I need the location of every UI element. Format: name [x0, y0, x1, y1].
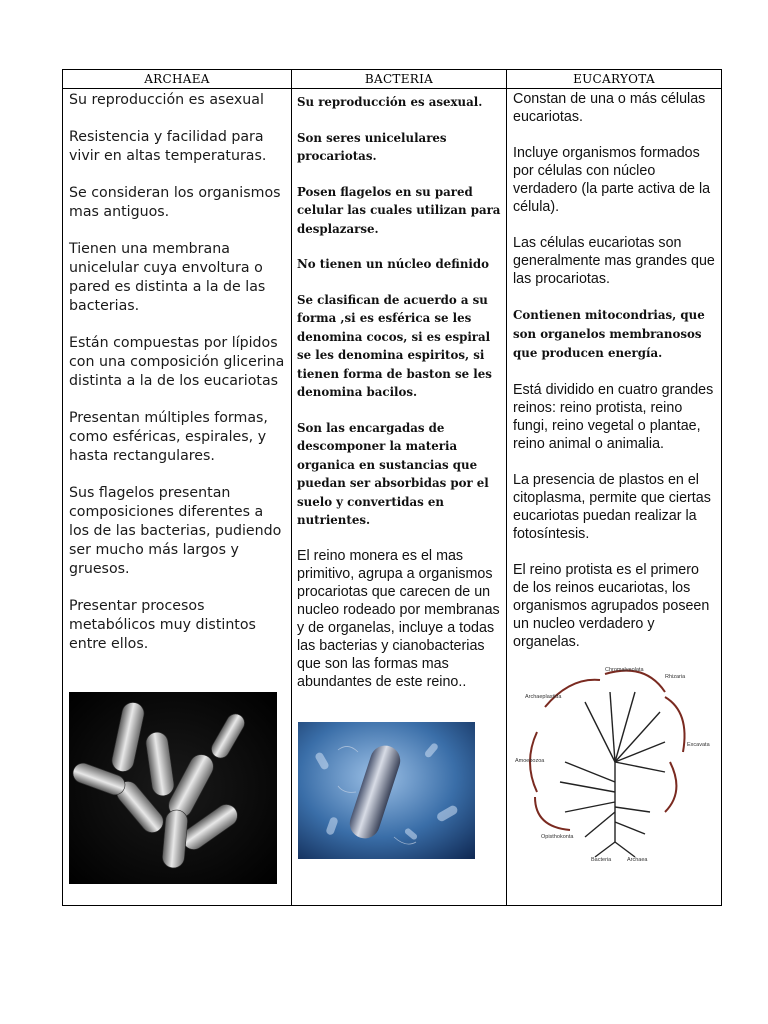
bacteria-point: Se clasifican de acuerdo a su forma ,si es esférica se les denomina cocos, si es espiral se les denomina espiritos, si tienen forma de baston se les denomina bacilos. [297, 292, 492, 399]
archaea-point: Se consideran los organismos mas antiguos. [69, 185, 281, 220]
bacteria-point: Posen flagelos en su pared celular las cuales utilizan para desplazarse. [297, 184, 501, 236]
tree-arc [605, 671, 665, 692]
archaea-point: Presentar procesos metabólicos muy distintos entre ellos. [69, 598, 256, 652]
phylogenetic-tree-diagram [515, 662, 715, 862]
header-row [63, 70, 722, 89]
bacteria-point: No tienen un núcleo definido [297, 257, 490, 271]
comparison-table [62, 69, 722, 906]
bacteria-point: Son las encargadas de descomponer la materia organica en sustancias que puedan ser absorbidas por el suelo y convertidas en nutrientes. [297, 420, 489, 527]
eucaryota-point: Constan de una o más células eucariotas. [513, 91, 706, 125]
eucaryota-point: Está dividido en cuatro grandes reinos: reino protista, reino fungi, reino vegetal o plantae, reino animal o animalia. [513, 382, 714, 452]
archaea-point: Resistencia y facilidad para vivir en altas temperaturas. [69, 129, 267, 164]
tree-label-archaeplastida: Archaeplastida [525, 694, 562, 700]
archaea-point: Sus flagelos presentan composiciones diferentes a los de las bacterias, pudiendo ser mucho más largos y gruesos. [69, 485, 282, 577]
bacteria-illustration-image [298, 722, 475, 859]
eucaryota-point: La presencia de plastos en el citoplasma, permite que ciertas eucariotas puedan realizar la fotosíntesis. [513, 472, 711, 542]
bacteria-point: Su reproducción es asexual. [297, 95, 483, 109]
tree-label-chromalveolata: Chromalveolata [605, 667, 644, 673]
eucaryota-point: Las células eucariotas son generalmente mas grandes que las procariotas. [513, 235, 715, 287]
archaea-point: Están compuestas por lípidos con una composición glicerina distinta a la de los eucariotas [69, 335, 285, 389]
tree-arc [665, 762, 676, 812]
archaea-micrograph-image [69, 692, 277, 884]
bacteria-point: Son seres unicelulares procariotas. [297, 130, 447, 163]
tree-label-excavata: Excavata [687, 742, 710, 748]
tree-label-bacteria: Bacteria [591, 857, 612, 862]
bacteria-cell [292, 89, 507, 906]
header-bacteria: BACTERIA [292, 70, 507, 89]
eucaryota-point: Contienen mitocondrias, que son organelos membranosos que producen energía. [513, 308, 705, 360]
eucaryota-point: Incluye organismos formados por células con núcleo verdadero (la parte activa de la célula). [513, 145, 711, 215]
tree-label-rhizaria: Rhizaria [665, 674, 686, 680]
eucaryota-cell [507, 89, 722, 906]
tree-arc [535, 797, 570, 830]
bacteria-point: El reino monera es el mas primitivo, agrupa a organismos procariotas que carecen de un nucleo rodeado por membranas y de organelas, incluye a todas las bacterias y cianobacterias que son las formas mas abundantes de este reino.. [297, 547, 500, 690]
content-row [63, 89, 722, 906]
archaea-point: Tienen una membrana unicelular cuya envoltura o pared es distinta a la de las bacterias. [69, 241, 266, 314]
eucaryota-point: El reino protista es el primero de los reinos eucariotas, los organismos agrupados poseen un nucleo verdadero y organelas. [513, 562, 710, 650]
header-eucaryota: EUCARYOTA [507, 70, 722, 89]
archaea-point: Su reproducción es asexual [69, 92, 264, 108]
tree-label-opisthokonta: Opisthokonta [541, 834, 574, 840]
tree-label-amoebozoa: Amoebozoa [515, 758, 545, 764]
tree-label-archaea: Archaea [627, 857, 648, 862]
header-archaea: ARCHAEA [63, 70, 292, 89]
tree-arc [665, 697, 685, 752]
archaea-point: Presentan múltiples formas, como esféricas, espirales, y hasta rectangulares. [69, 410, 268, 464]
archaea-cell [63, 89, 292, 906]
